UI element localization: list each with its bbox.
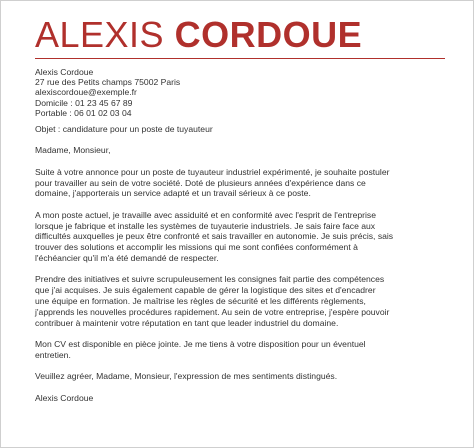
letter-subject: Objet : candidature pour un poste de tuyauteur <box>35 124 213 134</box>
paragraph-2: A mon poste actuel, je travaille avec assiduité et en conformité avec l'esprit de l'entreprise lorsque je fabrique et installe les systèmes de tuyauterie industriels. Je sais faire face aux difficultés auxquelles je peux être confronté et sais travailler en autonomie. Je suis précis, sais trouver des solutions et accomplir les missions qui me sont confiées conformément à l'échéancier qu'il m'a été demandé de respecter. <box>35 209 394 263</box>
letter-closing: Veuillez agréer, Madame, Monsieur, l'expression de mes sentiments distingués. <box>35 371 338 382</box>
contact-name: Alexis Cordoue <box>35 67 94 77</box>
paragraph-4: Mon CV est disponible en pièce jointe. Je me tiens à votre disposition pour un éventuel entretien. <box>35 338 366 360</box>
letter-salutation: Madame, Monsieur, <box>35 145 111 156</box>
paragraph-1: Suite à votre annonce pour un poste de tuyauteur industriel expérimenté, je souhaite postuler pour travailler au sein de votre société. Doté de plusieurs années d'expérience dans ce domaine, j'apporterais un service adapté et un travail sérieux à ce poste. <box>35 166 390 199</box>
contact-email: alexiscordoue@exemple.fr <box>35 87 137 98</box>
contact-block <box>35 67 180 118</box>
paragraph-3: Prendre des initiatives et suivre scrupuleusement les consignes fait partie des compétences que j'ai acquises. Je suis également capable de gérer la logistique des sites et d'encadrer une équipe en formation. Je maîtrise les règles de sécurité et les différents règlements, j'apprends les nouvelles procédures rapidement. Au sein de votre entreprise, j'espère pouvoir contribuer à maintenir votre réputation en tant que leader industriel du domaine. <box>35 274 390 328</box>
last-name: CORDOUE <box>174 14 363 55</box>
first-name: ALEXIS <box>35 14 165 55</box>
sender-name-heading <box>35 15 362 55</box>
letter-body <box>35 124 445 414</box>
contact-phone-mobile: Portable : 06 01 02 03 04 <box>35 107 132 118</box>
header-divider <box>35 58 445 59</box>
contact-address: 27 rue des Petits champs 75002 Paris <box>35 77 181 88</box>
contact-phone-home: Domicile : 01 23 45 67 89 <box>35 97 133 108</box>
letter-signature: Alexis Cordoue <box>35 392 94 403</box>
